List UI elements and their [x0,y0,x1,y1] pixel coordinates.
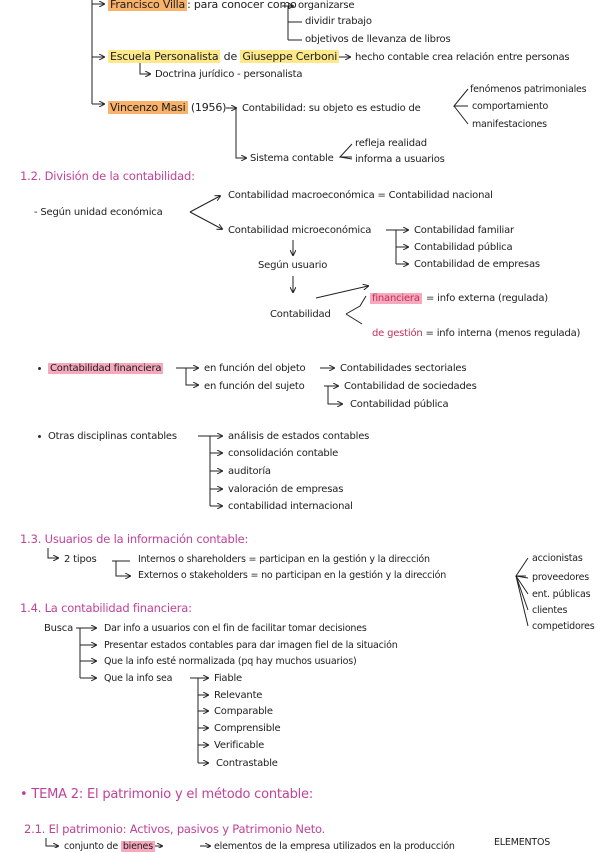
section-2-1-title: 2.1. El patrimonio: Activos, pasivos y Patrimonio Neto. [24,822,326,836]
externos-item-2: proveedores [532,572,589,583]
contab-micro: Contabilidad microeconómica [228,225,372,236]
masi-item-1: fenómenos patrimoniales [470,84,587,95]
externos-item-1: accionistas [532,553,583,564]
section-1-2-title: 1.2. División de la contabilidad: [20,169,195,183]
elementos-label: ELEMENTOS [494,837,551,848]
villa-item-3: objetivos de llevanza de libros [305,34,451,45]
micro-item-1: Contabilidad familiar [414,225,514,236]
segun-unidad: - Según unidad económica [34,207,163,218]
section-1-3-title: 1.3. Usuarios de la información contable: [20,532,249,546]
masi-item-2: comportamiento [472,101,549,112]
otras-item-3: auditoría [228,466,271,477]
busca-item-1: Dar info a usuarios con el fin de facilitar tomar decisiones [104,623,367,634]
busca-label: Busca [44,623,74,634]
otras-item-1: análisis de estados contables [228,431,370,442]
gestion-line [372,327,580,340]
sea-item-5: Verificable [214,740,265,751]
masi-item-3: manifestaciones [472,119,547,130]
conjunto-rest: elementos de la empresa utilizados en la producción [214,841,455,852]
financiera-label: financiera [372,293,420,304]
sistema-contable: Sistema contable [250,153,334,164]
cf-sectoriales: Contabilidades sectoriales [340,363,467,374]
sea-item-3: Comparable [214,706,273,717]
sujeto-item-2: Contabilidad pública [350,399,449,410]
section-1-4-title: 1.4. La contabilidad financiera: [20,601,192,615]
externos-text: Externos o stakeholders = no participan en la gestión y la dirección [138,570,447,581]
masi-name: Vincenzo Masi [110,101,186,114]
contab-macro: Contabilidad macroeconómica = Contabilidad nacional [228,190,493,201]
cf-line [48,362,163,375]
cf-label: Contabilidad financiera [50,363,162,374]
bienes-label: bienes [122,841,153,852]
micro-item-3: Contabilidad de empresas [414,259,540,270]
escuela-de: de [223,50,238,63]
busca-item-4: Que la info sea [104,673,173,684]
cerboni-desc: hecho contable crea relación entre personas [355,52,570,63]
sea-item-6: Contrastable [216,758,278,769]
sea-item-4: Comprensible [214,723,281,734]
externos-item-3: ent. públicas [532,589,591,600]
sea-item-1: Fiable [214,673,243,684]
gestion-label: de gestión [372,328,423,339]
conjunto-line [64,840,155,853]
financiera-line [370,292,422,305]
financiera-desc: = info externa (regulada) [426,293,548,304]
conjunto-pre: conjunto de [64,841,118,852]
cerboni-name: Giuseppe Cerboni [242,50,338,63]
villa-item-2: dividir trabajo [305,16,372,27]
doctrina-text: Doctrina jurídico - personalista [155,69,303,80]
sujeto-item-1: Contabilidad de sociedades [344,381,477,392]
otras-disciplinas: Otras disciplinas contables [48,431,177,442]
sistema-item-2: informa a usuarios [355,154,445,165]
segun-usuario: Según usuario [258,260,328,271]
bullet [38,367,41,370]
internos-text: Internos o shareholders = participan en la gestión y la dirección [138,554,430,565]
dos-tipos: 2 tipos [64,554,97,565]
otras-item-5: contabilidad internacional [228,501,353,512]
otras-item-4: valoración de empresas [228,484,344,495]
contabilidad-label: Contabilidad [270,309,331,320]
villa-line [108,0,297,11]
sea-item-2: Relevante [214,690,263,701]
cf-sujeto: en función del sujeto [204,381,305,392]
villa-desc: : para conocer como [187,0,297,11]
micro-item-2: Contabilidad pública [414,242,513,253]
bullet [38,435,41,438]
cf-objeto: en función del objeto [204,363,306,374]
villa-item-1: organizarse [298,0,355,11]
masi-line [108,101,226,114]
villa-name: Francisco Villa [110,0,186,11]
externos-item-4: clientes [532,605,568,616]
externos-item-5: competidores [532,621,595,632]
sistema-item-1: refleja realidad [355,138,427,149]
busca-item-2: Presentar estados contables para dar imagen fiel de la situación [104,640,398,651]
gestion-desc: = info interna (menos regulada) [425,328,581,339]
escuela-name: Escuela Personalista [110,50,219,63]
masi-year: (1956) [190,101,227,114]
escuela-line [108,50,339,63]
otras-item-2: consolidación contable [228,448,339,459]
busca-item-3: Que la info esté normalizada (pq hay muchos usuarios) [104,656,357,667]
tema-2-title: • TEMA 2: El patrimonio y el método contable: [20,787,314,802]
masi-contabilidad: Contabilidad: su objeto es estudio de [242,103,421,114]
